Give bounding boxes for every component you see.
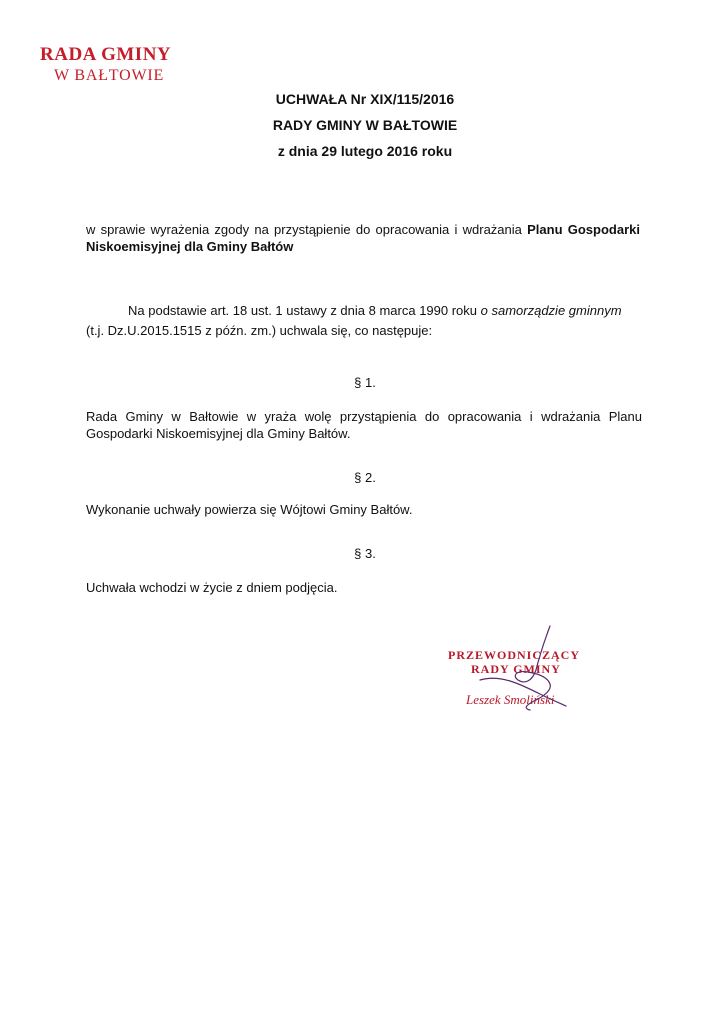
resolution-body: RADY GMINY W BAŁTOWIE: [272, 117, 458, 133]
resolution-date: z dnia 29 lutego 2016 roku: [277, 143, 453, 159]
section-1-text: Rada Gminy w Bałtowie w yraża wolę przystąpienia do opracowania i wdrażania Planu Gospodarki Niskoemisyjnej dla Gminy Bałtów.: [86, 409, 642, 441]
stamp-line-2: W BAŁTOWIE: [54, 67, 165, 84]
section-3-text: Uchwała wchodzi w życie z dniem podjęcia.: [86, 580, 338, 595]
legal-basis: [86, 301, 642, 341]
section-2-text: Wykonanie uchwały powierza się Wójtowi Gminy Bałtów.: [86, 502, 413, 517]
section-3-title: § 3.: [354, 546, 376, 561]
section-2-title: § 2.: [354, 470, 376, 485]
resolution-title: UCHWAŁA Nr XIX/115/2016: [275, 91, 455, 107]
handwritten-signature-icon: [440, 624, 610, 714]
basis-italic: o samorządzie gminnym: [480, 303, 622, 318]
basis-part-1: Na podstawie art. 18 ust. 1 ustawy z dnia 8 marca 1990 roku: [128, 303, 481, 318]
chairman-signature-stamp: [440, 624, 610, 714]
basis-part-2: (t.j. Dz.U.2015.1515 z późn. zm.) uchwala się, co następuje:: [86, 323, 433, 338]
council-stamp: [40, 44, 171, 86]
subject-bold: Planu Gospodarki Niskoemisyjnej dla Gminy Bałtów: [86, 222, 640, 254]
resolution-subject: [86, 221, 640, 255]
resolution-header: [200, 86, 530, 164]
section-1-title: § 1.: [354, 375, 376, 390]
signature-name: Leszek Smoliński: [466, 692, 555, 707]
signature-subtitle: RADY GMINY: [471, 662, 561, 676]
stamp-line-1: RADA GMINY: [40, 44, 172, 65]
subject-prefix: w sprawie wyrażenia zgody na przystąpienie do opracowania i wdrażania: [86, 222, 528, 237]
signature-title: PRZEWODNICZĄCY: [448, 648, 581, 662]
